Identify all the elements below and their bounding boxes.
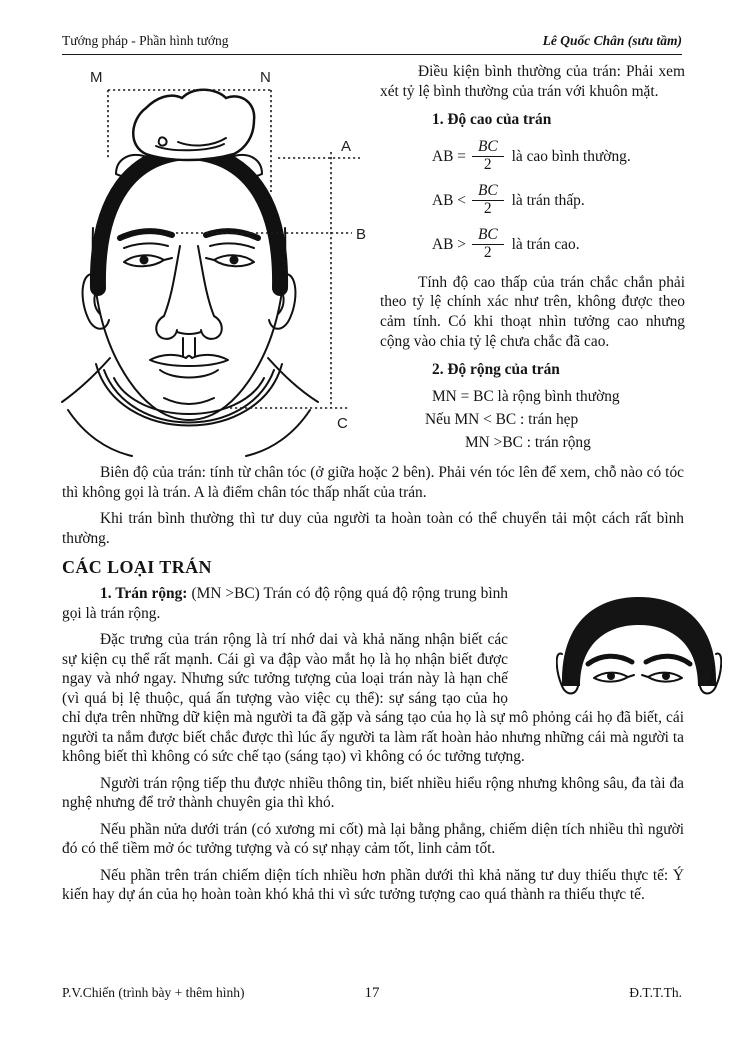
nose-bridge	[164, 246, 214, 316]
paragraph-nguoi-tran-rong: Người trán rộng tiếp thu được nhiều thông tin, biết nhiều hiểu rộng nhưng không sâu, đa tài đa nghệ nhưng để trở thành chuyên gia thì khó.	[62, 774, 684, 811]
philtrum	[183, 338, 195, 356]
left-pupil	[140, 256, 149, 265]
fraction	[472, 183, 504, 219]
tran-rong-lead: 1. Trán rộng:	[100, 585, 188, 602]
formula-rhs: là trán cao.	[511, 235, 580, 253]
right-eye	[642, 673, 682, 682]
right-pupil	[662, 672, 670, 680]
left-eyebrow	[120, 231, 172, 238]
page-number: 17	[364, 985, 380, 1001]
paragraph-dac-trung: Đặc trưng của trán rộng là trí nhớ dai và khả năng nhận biết các sự kiện cụ thể rất mạnh. Cái gì va đập vào mắt họ là họ nhận biết được ngay và nhớ ngay. Nhưng sức tưởng tượng của loại trán này là hạn chế (vì quá bị lệ thuộc, quá ấn tượng vào việc cụ thể): sự sáng tạo của họ chỉ dựa trên những dữ kiện mà người ta đã gặp và sáng tạo của họ là sự mô phỏng cái họ đã biết, cái người ta nắm được biết chắc được thì lúc ấy người ta làm rất hoàn hảo nhưng những cái mà người ta không biết thì không có sức chế tạo (sáng tạo) vì không có óc tưởng tượng.	[62, 631, 684, 765]
label-a: A	[341, 138, 352, 155]
face-diagram-svg	[58, 58, 394, 464]
formula-high	[380, 223, 685, 267]
width-rule-narrow: Nếu MN < BC : trán hẹp	[425, 410, 579, 428]
intro-paragraph: Điều kiện bình thường của trán: Phải xem xét tỷ lệ bình thường của trán với khuôn mặt.	[380, 63, 685, 100]
brow-underline	[124, 243, 254, 248]
formula-lhs: AB =	[432, 147, 466, 165]
nostrils	[156, 316, 222, 339]
fraction-denominator: 2	[472, 156, 504, 175]
forehead-photo	[518, 592, 684, 704]
label-n: N	[260, 69, 271, 86]
fraction-denominator: 2	[472, 200, 504, 219]
mouth	[150, 355, 228, 378]
formula-rhs: là cao bình thường.	[511, 147, 631, 165]
ratio-paragraph: Tính độ cao thấp của trán chắc chắn phải theo tỷ lệ chính xác như trên, không được theo cảm tính. Có khi thoạt nhìn tưởng cao nhưng cộng vào chia tỷ lệ chưa chắc đã cao.	[380, 273, 685, 350]
forehead-photo-svg	[556, 592, 722, 704]
width-rule-normal: MN = BC là rộng bình thường	[432, 387, 620, 405]
section-title: CÁC LOẠI TRÁN	[62, 557, 212, 577]
left-pupil	[607, 672, 615, 680]
right-pupil	[230, 256, 239, 265]
fraction-denominator: 2	[472, 244, 504, 263]
heading-do-rong: 2. Độ rộng của trán	[432, 361, 560, 379]
face-outline	[93, 228, 286, 420]
chin-crease	[164, 398, 214, 404]
footer-right-credit: Đ.T.T.Th.	[629, 985, 682, 1000]
footer-left-credit: P.V.Chiến (trình bày + thêm hình)	[62, 985, 245, 1000]
fraction	[472, 139, 504, 175]
formula-lhs: AB <	[432, 191, 466, 209]
left-eyebrow	[588, 656, 632, 664]
paragraph-khi-tran: Khi trán bình thường thì tư duy của người ta hoàn toàn có thể chuyển tải một cách rất bình thường.	[62, 510, 684, 547]
formula-rhs: là trán thấp.	[511, 191, 585, 209]
header-divider	[62, 54, 682, 55]
fraction-numerator: BC	[477, 181, 498, 199]
right-eyebrow	[646, 656, 690, 664]
hair-band	[98, 152, 280, 288]
label-b: B	[356, 226, 367, 243]
hair	[562, 597, 716, 686]
tran-rong-rest: (MN >BC) Trán có độ rộng quá độ rộng trung bình gọi là trán rộng.	[62, 585, 508, 622]
right-column	[380, 62, 685, 454]
formula-normal	[380, 135, 685, 179]
main-text	[62, 463, 684, 912]
paragraph-phan-tren: Nếu phần trên trán chiếm diện tích nhiều hơn phần dưới thì khả năng tư duy thiếu thực tế: Ý kiến hay dự án của họ hoàn toàn khó khả thi vì sức tưởng tượng cao quá thành ra thiếu thực tế.	[62, 866, 684, 903]
fraction-numerator: BC	[477, 137, 498, 155]
page-header	[62, 33, 682, 49]
width-rule-wide: MN >BC : trán rộng	[465, 433, 591, 451]
header-author: Lê Quốc Chân (sưu tầm)	[542, 33, 682, 48]
label-m: M	[90, 69, 103, 86]
paragraph-bien-do: Biên độ của trán: tính từ chân tóc (ở giữa hoặc 2 bên). Phải vén tóc lên để xem, chỗ nào có tóc thì không gọi là trán. A là điểm chân tóc thấp nhất của trán.	[62, 464, 684, 501]
paragraph-nua-duoi: Nếu phần nửa dưới trán (có xương mi cốt) mà lại bằng phẳng, chiếm diện tích nhiều thì người đó có thể tiềm mở óc tưởng tượng và có sự nhạy cảm tốt, linh cảm tốt.	[62, 820, 684, 857]
heading-do-cao: 1. Độ cao của trán	[432, 111, 552, 129]
header-book-title: Tướng pháp - Phần hình tướng	[62, 33, 229, 48]
formula-lhs: AB >	[432, 235, 466, 253]
face-measurement-diagram	[58, 58, 394, 464]
label-c: C	[337, 415, 348, 432]
formula-low	[380, 179, 685, 223]
right-eyebrow	[206, 231, 258, 238]
paragraph-tran-rong	[62, 584, 684, 623]
fraction	[472, 227, 504, 263]
fraction-numerator: BC	[477, 225, 498, 243]
